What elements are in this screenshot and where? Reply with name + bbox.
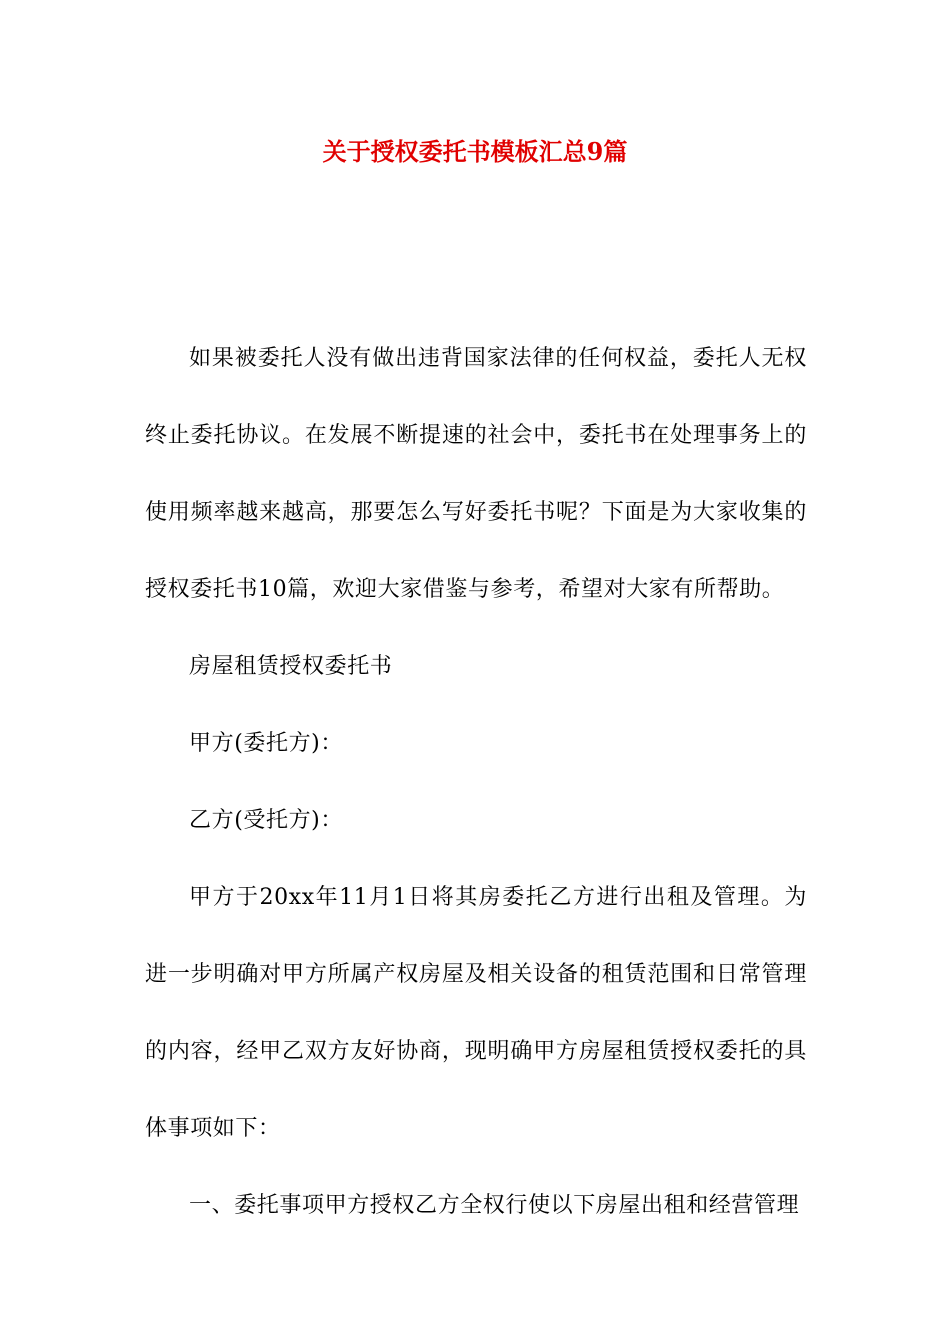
document-body — [145, 320, 807, 1244]
document-title: 关于授权委托书模板汇总9篇 — [322, 137, 628, 166]
section-heading-lease-authorization: 房屋租赁授权委托书 — [189, 654, 393, 679]
intro-paragraph: 如果被委托人没有做出违背国家法律的任何权益，委托人无权终止委托协议。在发展不断提速的社会中，委托书在处理事务上的使用频率越来越高，那要怎么写好委托书呢？下面是为大家收集的授权委托书10篇，欢迎大家借鉴与参考，希望对大家有所帮助。 — [145, 346, 807, 602]
agreement-paragraph: 甲方于20xx年11月1日将其房委托乙方进行出租及管理。为进一步明确对甲方所属产权房屋及相关设备的租赁范围和日常管理的内容，经甲乙双方友好协商，现明确甲方房屋租赁授权委托的具体事项如下： — [145, 885, 807, 1141]
party-b-line: 乙方(受托方)： — [189, 808, 343, 833]
clause-one-paragraph: 一、委托事项甲方授权乙方全权行使以下房屋出租和经营管理 — [189, 1193, 800, 1218]
party-a-line: 甲方(委托方)： — [189, 731, 343, 756]
